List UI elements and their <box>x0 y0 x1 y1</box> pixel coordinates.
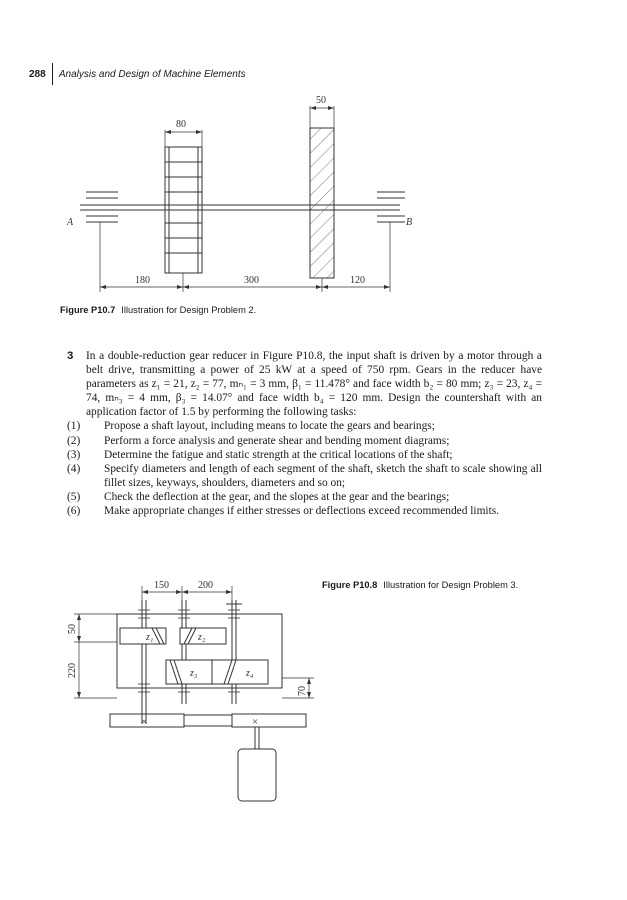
pulley-mark-left: × <box>141 716 148 728</box>
dim-300: 300 <box>244 275 259 286</box>
dim-120: 120 <box>350 275 365 286</box>
bearing-a-symbol <box>86 192 118 222</box>
dim-220: 220 <box>67 663 78 678</box>
problem-number: 3 <box>67 350 74 362</box>
task-2: (2) Perform a force analysis and generate shear and bending moment diagrams; <box>67 434 450 447</box>
gear-2 <box>310 128 334 278</box>
label-b: B <box>406 217 413 228</box>
dim-200: 200 <box>198 580 213 591</box>
task-5: (5) Check the deflection at the gear, and the slopes at the gear and the bearings; <box>67 490 450 503</box>
running-header <box>29 63 246 85</box>
label-a: A <box>67 217 74 228</box>
task-6: (6) Make appropriate changes if either stresses or deflections exceed recommended limits. <box>67 505 500 518</box>
problem-statement: In a double-reduction gear reducer in Figure P10.8, the input shaft is driven by a motor through a belt drive, transmitting a power of 25 kW at a speed of 750 rpm. Gears in the reducer have parameters as z₁ = 21, z₂ = 77, mₙ₁ = 3 mm, β₁ = 11.478° and face width b₂ = 80 mm; z₃ = 23, z₄ = 74, mₙ₃ = 4 mm, β₃ = 14.07° and face width b₄ = 120 mm. Design the countershaft with an application factor of 1.5 by performing the following tasks: <box>86 350 542 419</box>
problem-3 <box>67 349 542 518</box>
dim-50-left: 50 <box>67 624 78 634</box>
dim-70: 70 <box>297 686 308 696</box>
caption-label: Figure P10.7 <box>60 305 116 315</box>
pulley-mark-right: × <box>252 716 259 728</box>
caption-text: Illustration for Design Problem 2. <box>121 305 257 315</box>
figure-p10-8 <box>62 574 322 804</box>
task-3: (3) Determine the fatigue and static strength at the critical locations of the shaft; <box>67 448 453 461</box>
gear-z3 <box>166 660 212 684</box>
dim-180: 180 <box>135 275 150 286</box>
dim-150: 150 <box>154 580 169 591</box>
bearing-b-symbol <box>377 192 405 222</box>
label-z4: z₄ <box>246 668 254 679</box>
dim-80: 80 <box>176 119 186 130</box>
page-number: 288 <box>29 68 46 80</box>
label-z2: z₂ <box>198 632 206 643</box>
pulley-motor <box>232 714 306 727</box>
figure-p10-7-caption <box>60 305 256 315</box>
caption-text: Illustration for Design Problem 3. <box>383 580 519 590</box>
task-list <box>67 419 542 518</box>
caption-label: Figure P10.8 <box>322 580 378 590</box>
book-title: Analysis and Design of Machine Elements <box>58 68 246 80</box>
task-4: (4) Specify diameters and length of each segment of the shaft, sketch the shaft to scale showing all fillet sizes, keyways, shoulders, diameters and so on; <box>67 462 542 489</box>
label-z3: z₃ <box>190 668 198 679</box>
motor <box>238 749 276 801</box>
label-z1: z₁ <box>146 632 154 643</box>
gear-z4 <box>212 660 268 684</box>
figure-p10-7 <box>60 92 420 297</box>
figure-p10-8-caption <box>322 580 518 590</box>
dim-50: 50 <box>316 95 326 106</box>
gear-1 <box>165 147 202 273</box>
task-1: (1) Propose a shaft layout, including means to locate the gears and bearings; <box>67 420 435 433</box>
